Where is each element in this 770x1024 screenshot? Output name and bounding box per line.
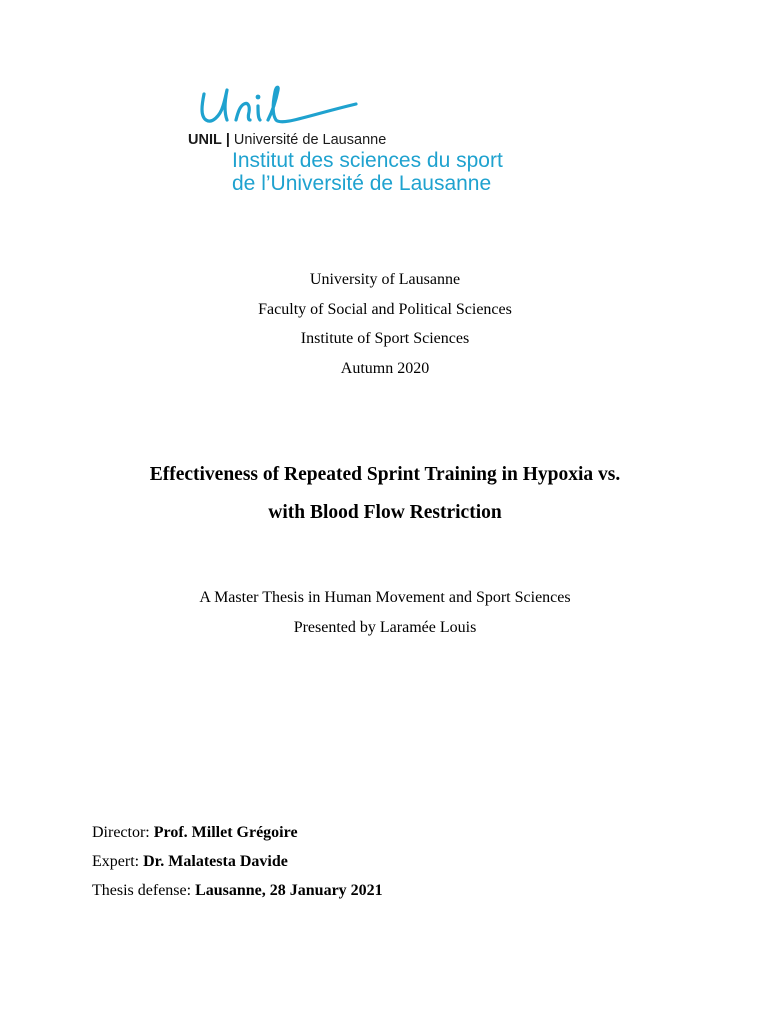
author-line: Presented by Laramée Louis (293, 618, 477, 636)
institute-name-line2: de l’Université de Lausanne (232, 172, 492, 195)
unil-logo (186, 82, 566, 202)
logo-separator: | (225, 132, 230, 148)
director-name: Prof. Millet Grégoire (153, 824, 298, 841)
thesis-title (0, 456, 770, 532)
university-name-fr: Université de Lausanne (233, 132, 387, 148)
expert-row (92, 847, 383, 876)
director-row (92, 818, 383, 847)
thesis-metadata (92, 818, 383, 905)
defense-value: Lausanne, 28 January 2021 (195, 882, 383, 899)
faculty-name: Faculty of Social and Political Sciences (258, 300, 512, 318)
semester: Autumn 2020 (340, 359, 430, 377)
director-label: Director: (92, 824, 150, 841)
thesis-title-line1: Effectiveness of Repeated Sprint Training in Hypoxia vs. (149, 464, 621, 485)
expert-name: Dr. Malatesta Davide (143, 853, 288, 870)
institute-name-fr (232, 149, 503, 195)
institute-name: Institute of Sport Sciences (300, 330, 470, 347)
thesis-type: A Master Thesis in Human Movement and Sport Sciences (199, 589, 571, 606)
thesis-title-line2: with Blood Flow Restriction (268, 502, 502, 523)
affiliation-block (0, 265, 770, 383)
university-name: University of Lausanne (309, 271, 461, 288)
unil-script-logo (196, 82, 366, 134)
expert-label: Expert: (92, 853, 140, 870)
unil-short: UNIL (188, 132, 222, 148)
defense-row (92, 876, 383, 905)
thesis-subtitle (0, 583, 770, 642)
defense-label: Thesis defense: (92, 882, 192, 899)
unil-affiliation-line (188, 132, 386, 148)
institute-name-line1: Institut des sciences du sport (232, 149, 503, 172)
